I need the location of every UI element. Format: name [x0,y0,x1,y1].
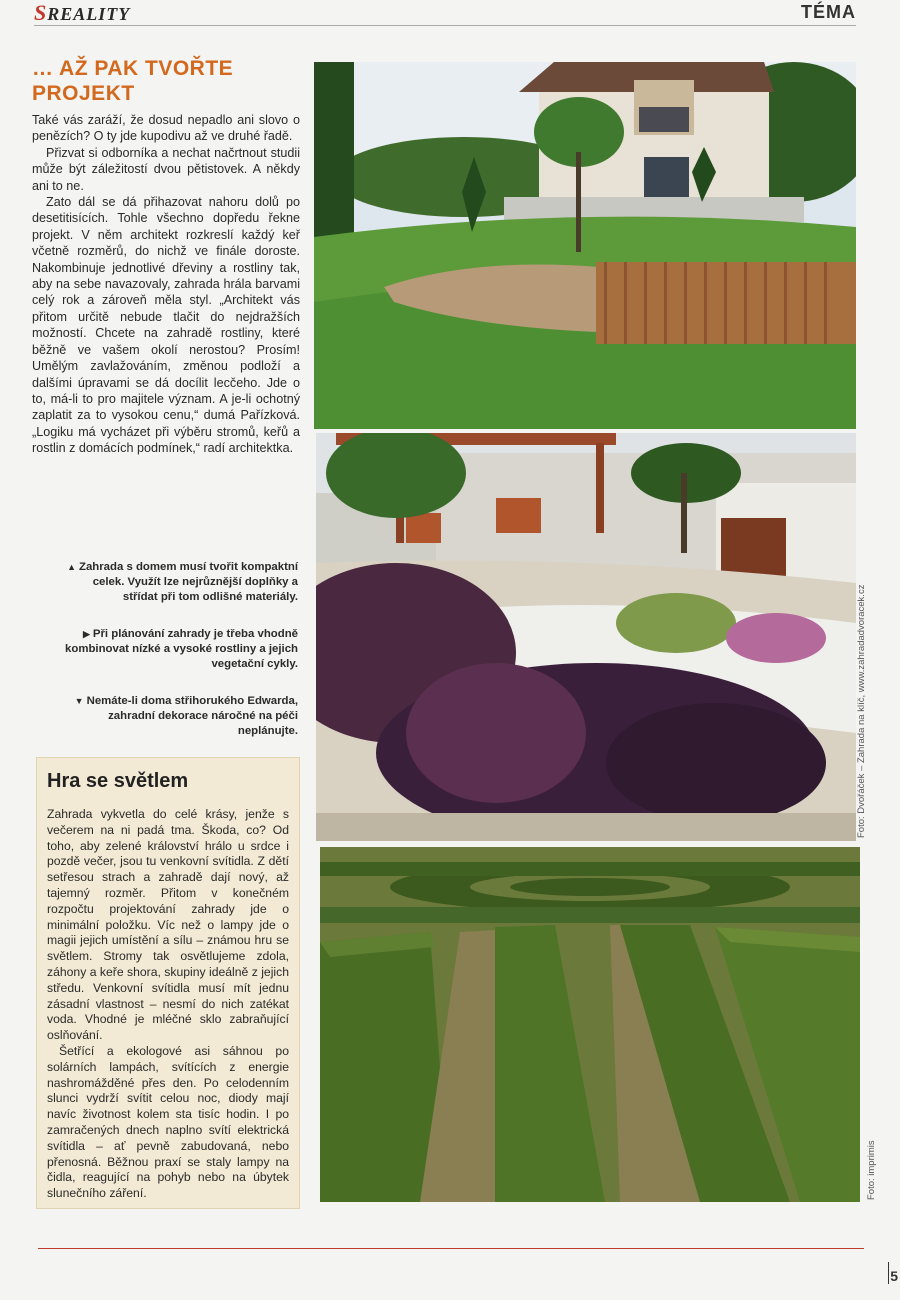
caption-middle-photo: ▶ Při plánování zahrady je třeba vhodně kombinovat nízké a vysoké rostliny a jejich vegetační cykly. [65,628,298,670]
section-label: TÉMA [801,2,856,22]
article-paragraph: Přizvat si odborníka a nechat načrtnout studii může být záležitostí dvou pětistovek. A někdy ani to ne. [32,145,300,193]
arrow-up-icon: ▲ [67,562,76,572]
article-body [32,112,300,457]
article-column [32,56,300,457]
photo-credit: Foto: imprimis [866,1140,877,1200]
photo-boxwood-maze [320,847,860,1202]
caption-bottom-photo: ▼ Nemáte-li doma střihorukého Edwarda, zahradní dekorace náročné na péči neplánujte. [74,695,298,737]
caption-top-photo: ▲ Zahrada s domem musí tvořit kompaktní celek. Využít lze nejrůznější doplňky a střídat při tom odlišné materiály. [67,561,298,603]
arrow-down-icon: ▼ [74,696,84,706]
photo-credit: Foto: Dvořáček – Zahrada na klíč, www.zahradadvoracek.cz [856,584,867,838]
sidebar-paragraph: Šetřící a ekologové asi sáhnou po solárních lampách, svítících z energie nashromážděné přes den. Po celodenním slunci vydrží svítit celou noc, diody mají navíc životnost kolem sta tisíc hodin. I po zamračených dnech naplno svítí elektrická svítidla – ať pevně zabudovaná, nebo přenosná. Běžnou praxí se staly lampy na čidla, reagující na pohyb nebo na úbytek slunečního záření. [47,1043,289,1201]
article-paragraph: Také vás zaráží, že dosud nepadlo ani slovo o penězích? O ty jde kupodivu až ve druhé řadě. [32,113,300,144]
article-paragraph: Zato dál se dá přihazovat nahoru dolů po desetitisících. Tohle všechno dopředu řekne projekt. V něm architekt rozkreslí každý keř včetně rozměrů, do nichž ve finále doroste. Nakombinuje jednotlivé dřeviny a rostliny tak, aby na sebe navazovaly, zahrada hrála barvami celý rok a zároveň měla styl. „Architekt vás přitom určitě nebude tlačit do nejdražších možností. Chcete na zahradě rostliny, které běžně ve vašem okolí nerostou? Prosím! Umělým zavlažováním, změnou podloží a dalšími úpravami se dá docílit lecčeho. Jde o to, má-li to pro majitele význam. A je-li ochotný zaplatit za to vysokou cenu,“ dumá Pařízková. „Logiku má vycházet při výběru stromů, keřů a rostlin z domácích podmínek,“ radí architektka. [32,195,300,456]
page-number: 5 [890,1268,898,1284]
article-headline: … AŽ PAK TVOŘTE PROJEKT [32,57,234,105]
arrow-right-icon: ▶ [82,629,90,639]
magazine-logo: SREALITY [34,0,131,25]
photo-house-garden [314,62,856,429]
sidebar-box [36,757,300,1209]
sidebar-title: Hra se světlem [47,770,189,792]
photo-captions [60,560,298,761]
page-number-marker [888,1262,889,1284]
photo-rock-garden [316,433,856,841]
sidebar-paragraph: Zahrada vykvetla do celé krásy, jenže s večerem na ni padá tma. Škoda, co? Od toho, aby zelené království hrálo u srdce i pozdě večer, jsou tu venkovní svítidla. Z dětí setřesou strach a zahradě dají nový, až tajemný rozměr. Přitom v konečném rozpočtu projektování zahrady jde o minimální položku. Víc než o lampy jde o magii jejich umístění a sílu – známou hru se světlem. Stromy tak osvětlujeme zdola, záhony a keře shora, skupiny ideálně z jejich středu. Venkovní svítidla musí mít jednu zásadní vlastnost – nesmí do nich zatékat voda. Vhodné je mléčné sklo zabraňující oslňování. [47,807,289,1043]
header-divider [34,25,856,26]
footer-divider [38,1248,864,1249]
